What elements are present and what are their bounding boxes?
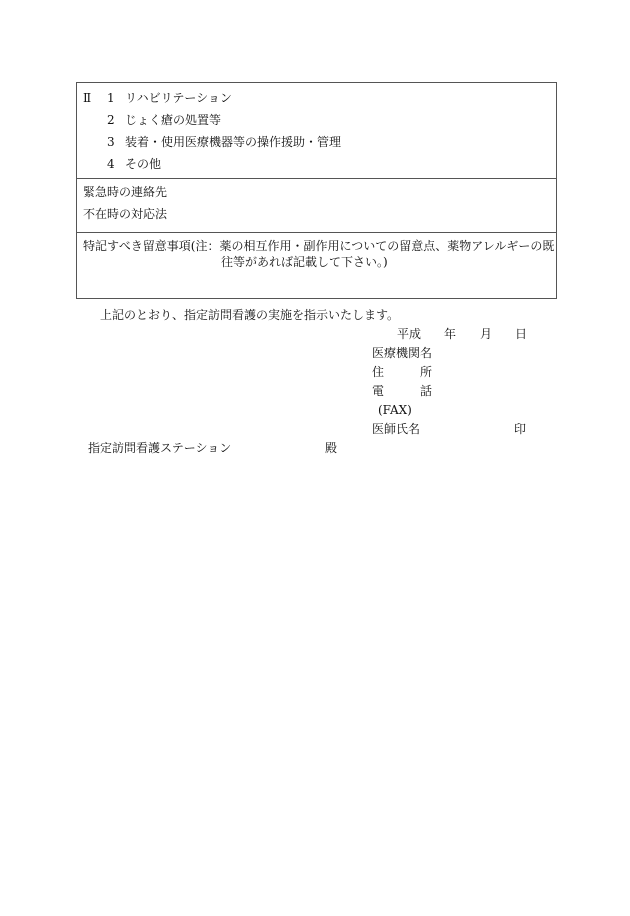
divider — [77, 232, 556, 233]
phone-label-2: 話 — [420, 384, 433, 398]
item-label: 装着・使用医療機器等の操作援助・管理 — [125, 135, 342, 149]
seal-mark: 印 — [514, 422, 527, 436]
divider — [77, 178, 556, 179]
item-label: じょく瘡の処置等 — [125, 113, 222, 127]
item-number: 3 — [107, 135, 115, 149]
doctor-name-label: 医師氏名 — [372, 422, 421, 436]
instructions-table — [76, 82, 557, 299]
date-month: 月 — [480, 327, 493, 341]
item-number: 1 — [107, 91, 115, 105]
address-label-1: 住 — [372, 365, 385, 379]
special-notes-label-cont: 往等があれば記載して下さい。) — [221, 255, 388, 269]
fax-label: (FAX) — [378, 403, 412, 417]
emergency-contact-label: 緊急時の連絡先 — [83, 185, 168, 199]
institution-label: 医療機関名 — [372, 346, 433, 360]
addressee: 指定訪問看護ステーション — [88, 441, 232, 455]
item-label: その他 — [125, 157, 162, 171]
closing-statement: 上記のとおり、指定訪問看護の実施を指示いたします。 — [100, 308, 400, 322]
date-day: 日 — [515, 327, 528, 341]
absence-response-label: 不在時の対応法 — [83, 207, 168, 221]
phone-label-1: 電 — [372, 384, 385, 398]
item-number: 2 — [107, 113, 115, 127]
item-number: 4 — [107, 157, 115, 171]
item-label: リハビリテーション — [125, 91, 232, 105]
date-era: 平成 — [397, 327, 422, 341]
date-year: 年 — [444, 327, 457, 341]
section-numeral: Ⅱ — [83, 91, 92, 105]
special-notes-label: 特記すべき留意事項(注：薬の相互作用・副作用についての留意点、薬物アレルギーの既 — [83, 239, 555, 253]
address-label-2: 所 — [420, 365, 433, 379]
honorific: 殿 — [325, 441, 338, 455]
